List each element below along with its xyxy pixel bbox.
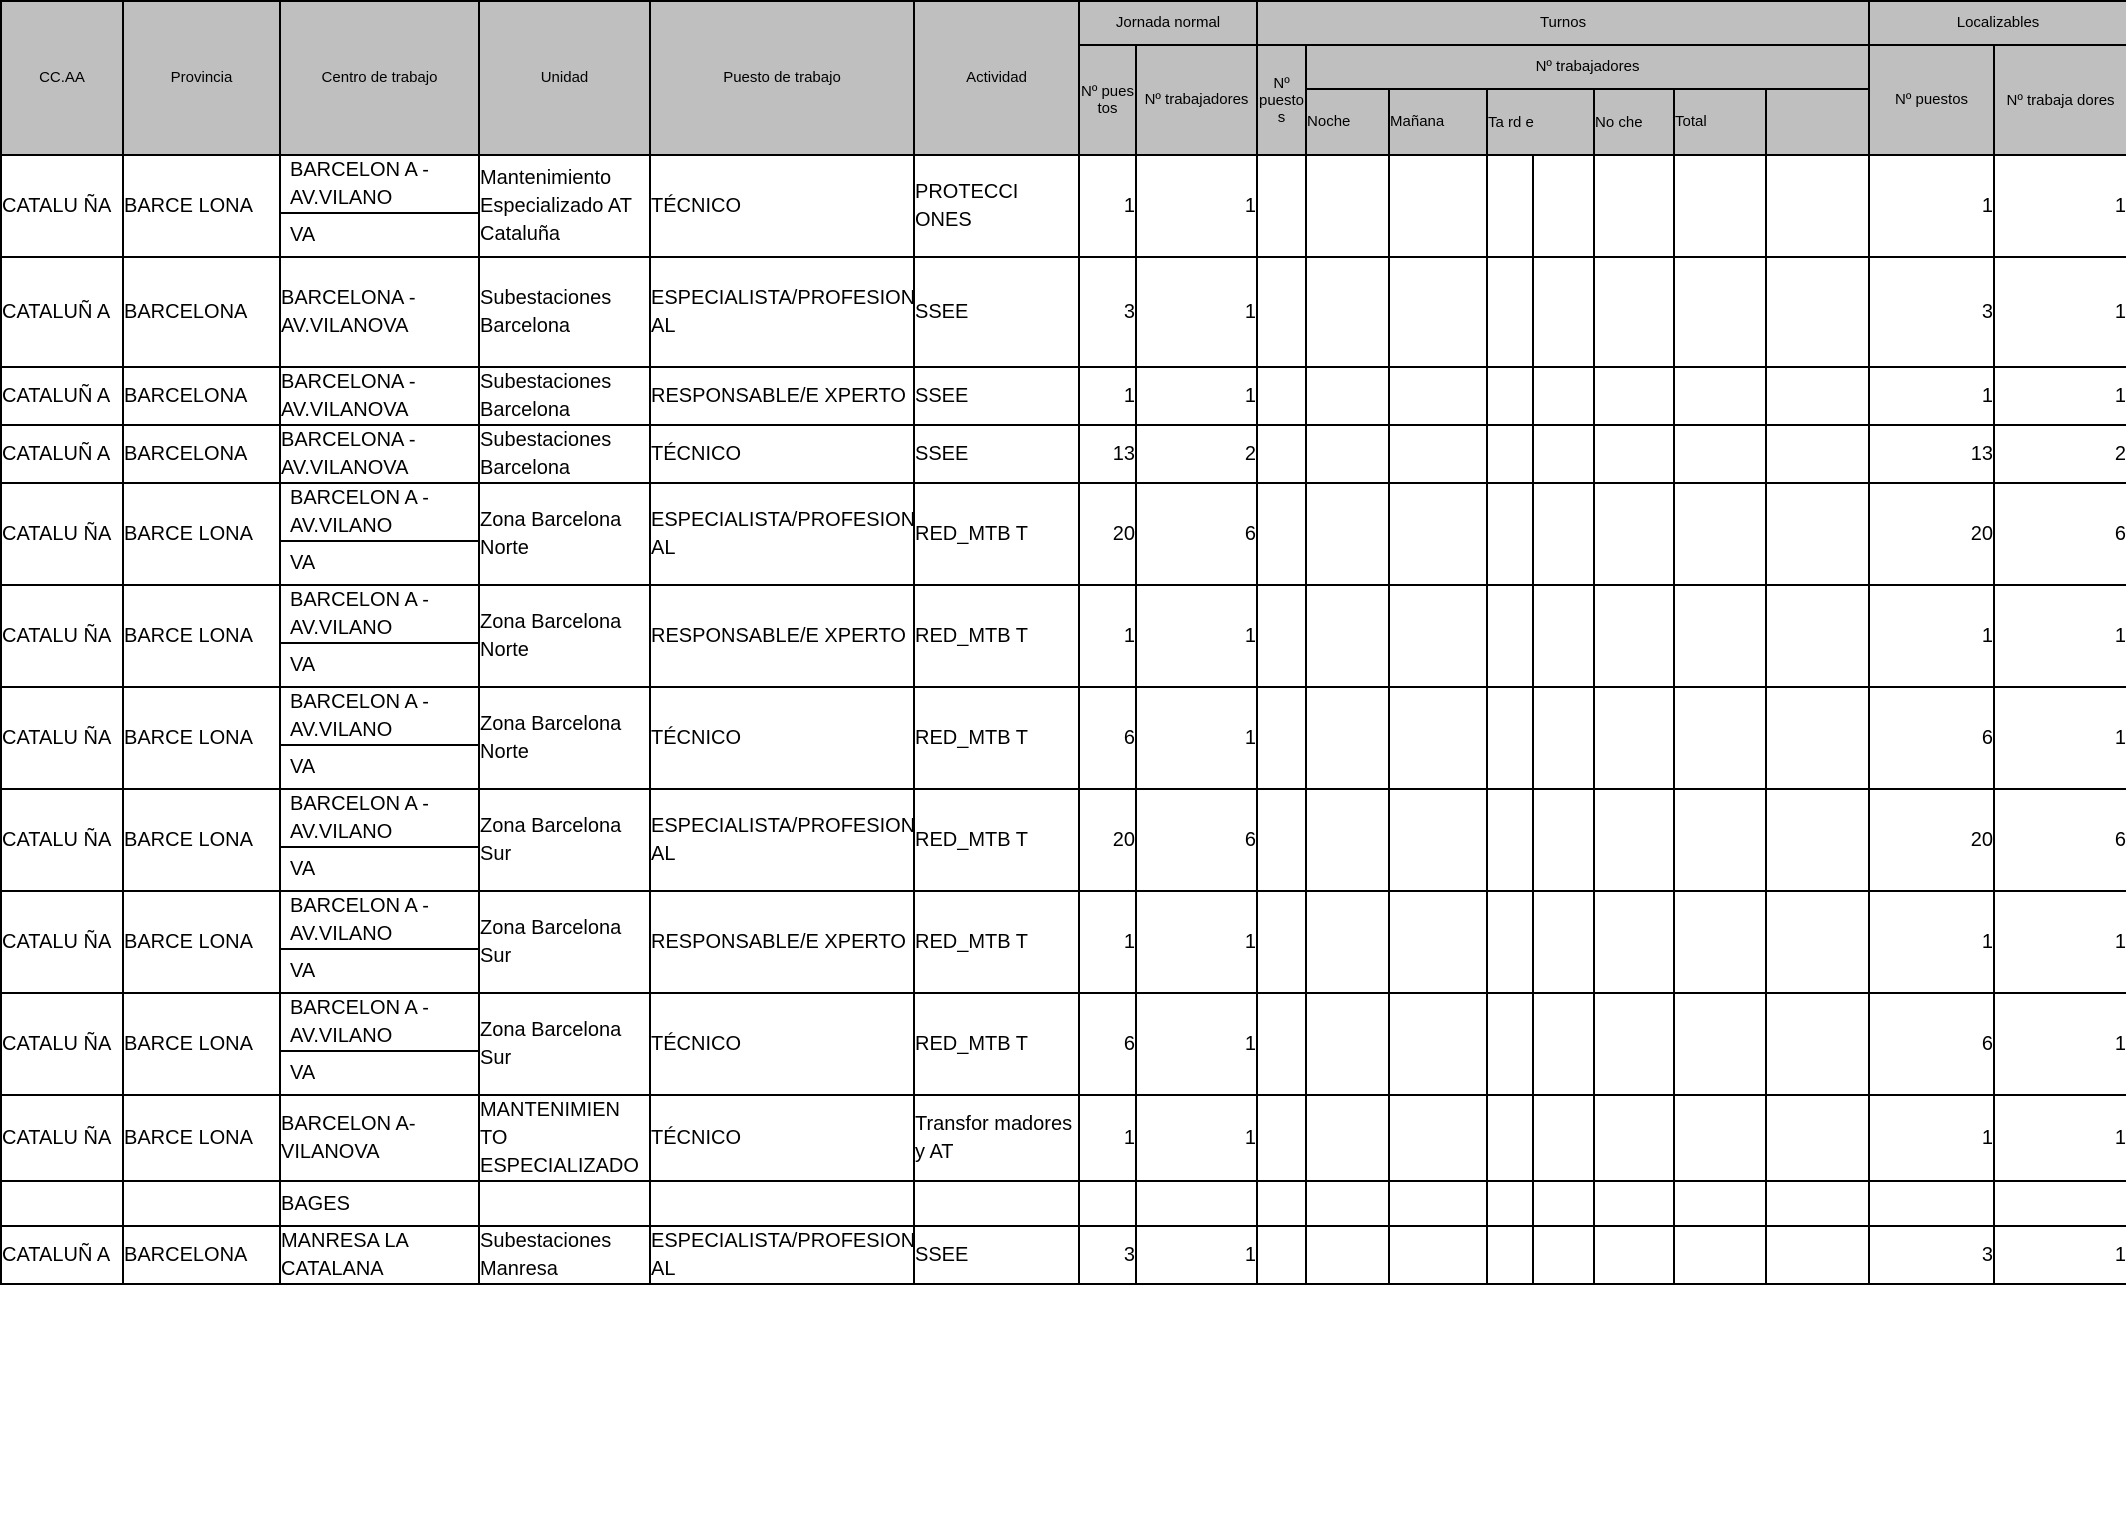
cell-total [1674, 155, 1766, 257]
cell-loc-trabajadores: 1 [1994, 1226, 2126, 1284]
cell-tarde [1487, 585, 1533, 687]
cell-jn-trabajadores: 6 [1136, 789, 1257, 891]
cell-noche [1306, 687, 1389, 789]
cell-turnos-puestos [1257, 367, 1306, 425]
cell-puesto: TÉCNICO [650, 155, 914, 257]
cell-actividad: SSEE [914, 425, 1079, 483]
cell-provincia: BARCE LONA [123, 687, 280, 789]
cell-noche [1306, 1181, 1389, 1226]
cell-noche [1306, 367, 1389, 425]
cell-loc-trabajadores: 2 [1994, 425, 2126, 483]
cell-centro: BARCELONA - AV.VILANOVA [280, 425, 479, 483]
cell-no-che [1594, 891, 1674, 993]
cell-provincia: BARCE LONA [123, 1095, 280, 1181]
cell-jn-trabajadores: 1 [1136, 585, 1257, 687]
cell-loc-puestos: 20 [1869, 789, 1994, 891]
cell-loc-puestos: 3 [1869, 257, 1994, 367]
cell-extra [1766, 367, 1869, 425]
cell-tarde [1487, 425, 1533, 483]
cell-unidad: Mantenimiento Especializado AT Cataluña [479, 155, 650, 257]
cell-centro [280, 891, 479, 993]
cell-extra [1766, 155, 1869, 257]
cell-puesto: RESPONSABLE/E XPERTO [650, 367, 914, 425]
header-localizables: Localizables [1869, 1, 2126, 45]
cell-manana [1389, 1226, 1487, 1284]
cell-provincia: BARCELONA [123, 425, 280, 483]
cell-ccaa: CATALU ÑA [1, 993, 123, 1095]
header-no-che: No che [1594, 89, 1674, 155]
cell-tarde-extra [1533, 367, 1594, 425]
cell-centro-top: BARCELON A - AV.VILANO [281, 892, 478, 950]
table-row [1, 1095, 2126, 1181]
header-loc-puestos: Nº puestos [1869, 45, 1994, 155]
cell-loc-puestos: 3 [1869, 1226, 1994, 1284]
cell-jn-puestos: 1 [1079, 891, 1136, 993]
cell-centro [280, 483, 479, 585]
cell-ccaa: CATALU ÑA [1, 155, 123, 257]
cell-actividad: RED_MTB T [914, 993, 1079, 1095]
cell-no-che [1594, 155, 1674, 257]
cell-manana [1389, 367, 1487, 425]
cell-jn-trabajadores: 1 [1136, 367, 1257, 425]
cell-tarde [1487, 367, 1533, 425]
cell-loc-trabajadores: 1 [1994, 1095, 2126, 1181]
cell-puesto: ESPECIALISTA/PROFESION AL [650, 1226, 914, 1284]
cell-loc-puestos: 1 [1869, 367, 1994, 425]
cell-jn-puestos: 20 [1079, 789, 1136, 891]
cell-provincia: BARCE LONA [123, 891, 280, 993]
cell-unidad: Subestaciones Barcelona [479, 425, 650, 483]
header-total: Total [1674, 89, 1766, 155]
cell-no-che [1594, 585, 1674, 687]
cell-actividad: RED_MTB T [914, 483, 1079, 585]
cell-loc-trabajadores [1994, 1181, 2126, 1226]
cell-manana [1389, 789, 1487, 891]
cell-noche [1306, 993, 1389, 1095]
cell-turnos-puestos [1257, 789, 1306, 891]
cell-centro-bottom: VA [290, 552, 316, 574]
cell-unidad: Zona Barcelona Norte [479, 687, 650, 789]
cell-noche [1306, 1226, 1389, 1284]
cell-total [1674, 483, 1766, 585]
cell-unidad: Zona Barcelona Norte [479, 585, 650, 687]
cell-turnos-puestos [1257, 891, 1306, 993]
header-jornada-normal: Jornada normal [1079, 1, 1257, 45]
cell-jn-puestos [1079, 1181, 1136, 1226]
cell-jn-trabajadores: 1 [1136, 1226, 1257, 1284]
cell-extra [1766, 1226, 1869, 1284]
cell-manana [1389, 1095, 1487, 1181]
cell-manana [1389, 483, 1487, 585]
cell-no-che [1594, 789, 1674, 891]
cell-puesto: TÉCNICO [650, 687, 914, 789]
cell-actividad: Transfor madores y AT [914, 1095, 1079, 1181]
cell-total [1674, 993, 1766, 1095]
cell-actividad: RED_MTB T [914, 891, 1079, 993]
cell-actividad [914, 1181, 1079, 1226]
cell-centro: BARCELON A- VILANOVA [280, 1095, 479, 1181]
cell-unidad: Subestaciones Barcelona [479, 257, 650, 367]
cell-puesto [650, 1181, 914, 1226]
cell-centro-bottom: VA [290, 1062, 316, 1084]
cell-turnos-puestos [1257, 687, 1306, 789]
cell-centro-top: BARCELON A - AV.VILANO [281, 586, 478, 644]
cell-provincia: BARCE LONA [123, 483, 280, 585]
cell-no-che [1594, 483, 1674, 585]
cell-loc-puestos: 6 [1869, 687, 1994, 789]
cell-no-che [1594, 1226, 1674, 1284]
cell-loc-puestos: 20 [1869, 483, 1994, 585]
cell-ccaa: CATALU ÑA [1, 483, 123, 585]
cell-ccaa: CATALUÑ A [1, 425, 123, 483]
cell-loc-trabajadores: 1 [1994, 993, 2126, 1095]
header-jn-trabajadores: Nº trabajadores [1136, 45, 1257, 155]
cell-extra [1766, 585, 1869, 687]
cell-provincia: BARCE LONA [123, 155, 280, 257]
cell-no-che [1594, 425, 1674, 483]
cell-tarde [1487, 891, 1533, 993]
cell-tarde-extra [1533, 1226, 1594, 1284]
cell-loc-trabajadores: 1 [1994, 687, 2126, 789]
cell-centro [280, 687, 479, 789]
cell-loc-trabajadores: 6 [1994, 789, 2126, 891]
cell-jn-puestos: 13 [1079, 425, 1136, 483]
cell-no-che [1594, 993, 1674, 1095]
cell-loc-trabajadores: 1 [1994, 585, 2126, 687]
cell-tarde [1487, 257, 1533, 367]
cell-jn-puestos: 1 [1079, 155, 1136, 257]
cell-total [1674, 789, 1766, 891]
cell-loc-puestos: 1 [1869, 155, 1994, 257]
cell-actividad: PROTECCI ONES [914, 155, 1079, 257]
header-loc-trabajadores: Nº trabaja dores [1994, 45, 2126, 155]
cell-unidad: Zona Barcelona Sur [479, 789, 650, 891]
cell-ccaa [1, 1181, 123, 1226]
cell-extra [1766, 1181, 1869, 1226]
cell-provincia: BARCELONA [123, 1226, 280, 1284]
cell-actividad: SSEE [914, 1226, 1079, 1284]
cell-ccaa: CATALU ÑA [1, 1095, 123, 1181]
cell-jn-puestos: 20 [1079, 483, 1136, 585]
cell-tarde-extra [1533, 687, 1594, 789]
cell-puesto: TÉCNICO [650, 993, 914, 1095]
cell-unidad: Zona Barcelona Sur [479, 993, 650, 1095]
table-row [1, 1181, 2126, 1226]
cell-tarde-extra [1533, 155, 1594, 257]
cell-centro: BARCELONA - AV.VILANOVA [280, 367, 479, 425]
table-row [1, 993, 2126, 1095]
cell-provincia: BARCE LONA [123, 789, 280, 891]
cell-ccaa: CATALU ÑA [1, 585, 123, 687]
cell-puesto: RESPONSABLE/E XPERTO [650, 891, 914, 993]
cell-centro: BAGES [280, 1181, 479, 1226]
table-row [1, 585, 2126, 687]
cell-centro-top: BARCELON A - AV.VILANO [281, 484, 478, 542]
cell-ccaa: CATALU ÑA [1, 687, 123, 789]
header-manana: Mañana [1389, 89, 1487, 155]
cell-jn-puestos: 6 [1079, 687, 1136, 789]
cell-jn-puestos: 1 [1079, 585, 1136, 687]
table-body [1, 155, 2126, 1284]
cell-extra [1766, 1095, 1869, 1181]
table-header [1, 1, 2126, 155]
cell-jn-puestos: 3 [1079, 1226, 1136, 1284]
cell-jn-trabajadores [1136, 1181, 1257, 1226]
cell-noche [1306, 1095, 1389, 1181]
cell-total [1674, 687, 1766, 789]
cell-manana [1389, 257, 1487, 367]
cell-tarde [1487, 687, 1533, 789]
cell-tarde-extra [1533, 257, 1594, 367]
cell-loc-trabajadores: 1 [1994, 367, 2126, 425]
cell-centro-top: BARCELON A - AV.VILANO [281, 994, 478, 1052]
cell-manana [1389, 1181, 1487, 1226]
cell-puesto: ESPECIALISTA/PROFESION AL [650, 483, 914, 585]
cell-jn-trabajadores: 1 [1136, 687, 1257, 789]
cell-jn-puestos: 6 [1079, 993, 1136, 1095]
cell-jn-trabajadores: 2 [1136, 425, 1257, 483]
header-actividad: Actividad [914, 1, 1079, 155]
cell-loc-puestos: 6 [1869, 993, 1994, 1095]
cell-centro [280, 585, 479, 687]
cell-extra [1766, 257, 1869, 367]
cell-centro [280, 993, 479, 1095]
cell-turnos-puestos [1257, 993, 1306, 1095]
cell-loc-puestos: 1 [1869, 891, 1994, 993]
cell-centro: BARCELONA - AV.VILANOVA [280, 257, 479, 367]
table-row [1, 425, 2126, 483]
cell-no-che [1594, 687, 1674, 789]
cell-actividad: RED_MTB T [914, 687, 1079, 789]
cell-turnos-puestos [1257, 1181, 1306, 1226]
cell-ccaa: CATALU ÑA [1, 789, 123, 891]
cell-turnos-puestos [1257, 155, 1306, 257]
cell-actividad: SSEE [914, 257, 1079, 367]
header-noche: Noche [1306, 89, 1389, 155]
cell-provincia: BARCELONA [123, 367, 280, 425]
cell-unidad: MANTENIMIEN TO ESPECIALIZADO [479, 1095, 650, 1181]
cell-tarde-extra [1533, 1181, 1594, 1226]
header-unidad: Unidad [479, 1, 650, 155]
cell-jn-trabajadores: 1 [1136, 891, 1257, 993]
cell-total [1674, 425, 1766, 483]
cell-puesto: ESPECIALISTA/PROFESION AL [650, 789, 914, 891]
cell-jn-puestos: 1 [1079, 367, 1136, 425]
cell-centro-bottom: VA [290, 960, 316, 982]
cell-centro-bottom: VA [290, 654, 316, 676]
cell-unidad: Subestaciones Barcelona [479, 367, 650, 425]
cell-jn-trabajadores: 1 [1136, 257, 1257, 367]
cell-noche [1306, 155, 1389, 257]
cell-loc-trabajadores: 1 [1994, 257, 2126, 367]
cell-provincia: BARCE LONA [123, 993, 280, 1095]
cell-tarde [1487, 1181, 1533, 1226]
cell-ccaa: CATALUÑ A [1, 367, 123, 425]
cell-jn-puestos: 3 [1079, 257, 1136, 367]
cell-ccaa: CATALUÑ A [1, 1226, 123, 1284]
cell-provincia [123, 1181, 280, 1226]
cell-tarde-extra [1533, 585, 1594, 687]
cell-centro [280, 155, 479, 257]
header-provincia: Provincia [123, 1, 280, 155]
cell-tarde-extra [1533, 993, 1594, 1095]
cell-tarde-extra [1533, 483, 1594, 585]
table-row [1, 367, 2126, 425]
cell-manana [1389, 993, 1487, 1095]
cell-jn-puestos: 1 [1079, 1095, 1136, 1181]
cell-centro: MANRESA LA CATALANA [280, 1226, 479, 1284]
cell-noche [1306, 257, 1389, 367]
cell-noche [1306, 585, 1389, 687]
cell-total [1674, 585, 1766, 687]
cell-puesto: RESPONSABLE/E XPERTO [650, 585, 914, 687]
cell-turnos-puestos [1257, 425, 1306, 483]
cell-centro-bottom: VA [290, 756, 316, 778]
header-turnos-trabajadores: Nº trabajadores [1306, 45, 1869, 89]
cell-centro-top: BARCELON A - AV.VILANO [281, 156, 478, 214]
cell-actividad: RED_MTB T [914, 585, 1079, 687]
cell-manana [1389, 155, 1487, 257]
table-row [1, 789, 2126, 891]
cell-no-che [1594, 257, 1674, 367]
cell-actividad: SSEE [914, 367, 1079, 425]
cell-tarde [1487, 483, 1533, 585]
cell-turnos-puestos [1257, 585, 1306, 687]
cell-tarde-extra [1533, 789, 1594, 891]
cell-manana [1389, 585, 1487, 687]
cell-loc-trabajadores: 1 [1994, 155, 2126, 257]
cell-tarde [1487, 993, 1533, 1095]
cell-noche [1306, 891, 1389, 993]
cell-jn-trabajadores: 1 [1136, 993, 1257, 1095]
cell-extra [1766, 993, 1869, 1095]
cell-turnos-puestos [1257, 1095, 1306, 1181]
cell-actividad: RED_MTB T [914, 789, 1079, 891]
cell-turnos-puestos [1257, 483, 1306, 585]
cell-tarde [1487, 1226, 1533, 1284]
cell-unidad: Subestaciones Manresa [479, 1226, 650, 1284]
cell-ccaa: CATALUÑ A [1, 257, 123, 367]
header-tarde: Ta rd e [1487, 89, 1594, 155]
header-extra [1766, 89, 1869, 155]
cell-loc-trabajadores: 6 [1994, 483, 2126, 585]
cell-provincia: BARCE LONA [123, 585, 280, 687]
table-row [1, 891, 2126, 993]
header-puesto: Puesto de trabajo [650, 1, 914, 155]
cell-centro-bottom: VA [290, 224, 316, 246]
cell-extra [1766, 891, 1869, 993]
cell-noche [1306, 425, 1389, 483]
cell-jn-trabajadores: 1 [1136, 155, 1257, 257]
cell-total [1674, 1181, 1766, 1226]
cell-noche [1306, 789, 1389, 891]
cell-loc-trabajadores: 1 [1994, 891, 2126, 993]
cell-total [1674, 1226, 1766, 1284]
cell-jn-trabajadores: 6 [1136, 483, 1257, 585]
cell-extra [1766, 483, 1869, 585]
cell-tarde [1487, 789, 1533, 891]
cell-loc-puestos: 1 [1869, 1095, 1994, 1181]
cell-no-che [1594, 367, 1674, 425]
cell-no-che [1594, 1095, 1674, 1181]
cell-centro [280, 789, 479, 891]
header-turnos-puestos: Nº puesto s [1257, 45, 1306, 155]
cell-loc-puestos: 1 [1869, 585, 1994, 687]
table-row [1, 155, 2126, 257]
cell-manana [1389, 687, 1487, 789]
cell-tarde-extra [1533, 425, 1594, 483]
cell-loc-puestos [1869, 1181, 1994, 1226]
cell-no-che [1594, 1181, 1674, 1226]
cell-total [1674, 1095, 1766, 1181]
cell-tarde [1487, 1095, 1533, 1181]
cell-extra [1766, 687, 1869, 789]
cell-ccaa: CATALU ÑA [1, 891, 123, 993]
cell-extra [1766, 789, 1869, 891]
header-jn-puestos: Nº pues tos [1079, 45, 1136, 155]
cell-turnos-puestos [1257, 257, 1306, 367]
cell-puesto: TÉCNICO [650, 425, 914, 483]
cell-centro-top: BARCELON A - AV.VILANO [281, 790, 478, 848]
cell-tarde-extra [1533, 1095, 1594, 1181]
cell-tarde-extra [1533, 891, 1594, 993]
cell-jn-trabajadores: 1 [1136, 1095, 1257, 1181]
table-row [1, 483, 2126, 585]
table-row [1, 1226, 2126, 1284]
cell-centro-bottom: VA [290, 858, 316, 880]
cell-turnos-puestos [1257, 1226, 1306, 1284]
cell-unidad: Zona Barcelona Sur [479, 891, 650, 993]
cell-total [1674, 891, 1766, 993]
cell-unidad: Zona Barcelona Norte [479, 483, 650, 585]
header-centro: Centro de trabajo [280, 1, 479, 155]
cell-extra [1766, 425, 1869, 483]
cell-loc-puestos: 13 [1869, 425, 1994, 483]
table-row [1, 257, 2126, 367]
cell-puesto: TÉCNICO [650, 1095, 914, 1181]
table-row [1, 687, 2126, 789]
cell-noche [1306, 483, 1389, 585]
cell-puesto: ESPECIALISTA/PROFESION AL [650, 257, 914, 367]
cell-provincia: BARCELONA [123, 257, 280, 367]
cell-unidad [479, 1181, 650, 1226]
cell-total [1674, 257, 1766, 367]
cell-tarde [1487, 155, 1533, 257]
header-turnos: Turnos [1257, 1, 1869, 45]
cell-total [1674, 367, 1766, 425]
cell-manana [1389, 891, 1487, 993]
cell-manana [1389, 425, 1487, 483]
cell-centro-top: BARCELON A - AV.VILANO [281, 688, 478, 746]
header-ccaa: CC.AA [1, 1, 123, 155]
